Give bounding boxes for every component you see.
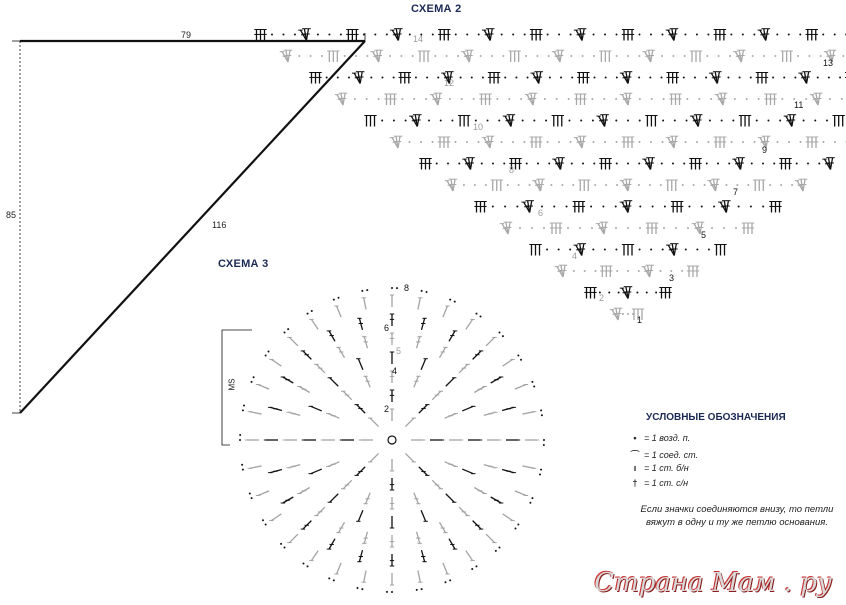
scheme3-stitch [354, 405, 365, 413]
scheme3-stitch [287, 534, 298, 542]
scheme3-stitch [356, 510, 363, 521]
scheme3-stitch [356, 587, 363, 590]
scheme3-stitch [514, 523, 519, 529]
scheme3-stitch [301, 351, 312, 359]
scheme3-stitch [390, 314, 394, 326]
scheme2-fan [584, 288, 596, 299]
scheme2-fan [620, 201, 632, 213]
scheme3-stitch [459, 507, 470, 515]
scheme3-stitch [390, 554, 394, 566]
scheme3-stitch [539, 469, 542, 476]
scheme3-stitch [540, 409, 543, 416]
scheme2-fan [622, 137, 634, 148]
scheme3-stitch [543, 439, 545, 446]
scheme2-fan [732, 158, 744, 170]
scheme2-fan [739, 116, 751, 127]
repeat-bracket [222, 330, 252, 445]
scheme3-stitch [363, 493, 370, 504]
scheme3-stitch [242, 404, 245, 411]
scheme3-stitch [326, 414, 339, 419]
legend-item-dc [630, 478, 688, 488]
scheme3-stitch [421, 290, 428, 293]
scheme3-stitch [280, 543, 285, 549]
scheme2-fan [479, 94, 491, 105]
scheme2-fan [718, 201, 730, 213]
scheme3-stitch [363, 376, 370, 387]
scheme3-stitch [309, 551, 318, 561]
scheme2-fan [620, 93, 632, 105]
scheme3-stitch [239, 434, 241, 441]
scheme3-stitch [416, 532, 422, 544]
scheme3-stitch [390, 352, 394, 364]
scheme3-stitch [368, 453, 379, 461]
scheme3-stitch [486, 337, 497, 345]
scheme3-center-ring [388, 436, 396, 444]
scheme2-fan [482, 136, 494, 148]
scheme3-stitch [515, 385, 528, 390]
scheme3-stitch [418, 298, 423, 310]
scheme3-stitch [529, 497, 533, 504]
scheme2-fan [503, 115, 515, 127]
scheme3-stitch [341, 391, 352, 399]
scheme2-row-10: 10 [473, 122, 484, 132]
scheme3-stitch [414, 376, 421, 387]
scheme2-fan [438, 137, 450, 148]
legend-item-sc [630, 463, 689, 473]
scheme2-fan [642, 50, 654, 62]
scheme2-chart [254, 29, 846, 320]
scheme2-row-6: 6 [538, 208, 544, 218]
scheme3-stitch [466, 551, 475, 561]
scheme2-fan [461, 50, 473, 62]
scheme3-stitch [248, 466, 262, 468]
scheme2-fan [254, 30, 266, 41]
scheme3-stitch [449, 331, 457, 341]
scheme2-row-12: 12 [444, 78, 455, 88]
scheme2-fan [280, 50, 292, 62]
scheme3-stitch [471, 565, 477, 570]
scheme2-fan [666, 29, 678, 41]
scheme3-stitch [491, 377, 504, 383]
scheme3-stitch [248, 412, 262, 414]
scheme3-stitch [502, 407, 516, 410]
scheme2-fan [756, 73, 768, 84]
scheme2-fan [810, 93, 822, 105]
scheme3-stitch [390, 497, 394, 509]
scheme2-fan [620, 179, 632, 191]
scheme2-fan [390, 136, 402, 148]
legend-item-text: = 1 ст. б/н [644, 463, 689, 473]
scheme2-fan [474, 202, 486, 213]
scheme3-stitch [390, 478, 394, 490]
legend-note: Если значки соединяются внизу, то петли вяжут в одну и ту же петлю основания. [640, 504, 834, 528]
scheme2-fan [525, 93, 537, 105]
scheme3-row-2: 2 [384, 404, 390, 414]
scheme3-stitch [390, 390, 394, 402]
scheme3-stitch [466, 319, 475, 329]
scheme3-stitch [362, 298, 367, 310]
scheme2-row-5: 5 [701, 230, 707, 240]
scheme2-fan [430, 93, 442, 105]
scheme3-stitch [286, 465, 300, 468]
scheme2-fan [500, 222, 512, 234]
scheme2-fan [690, 115, 702, 127]
scheme3-stitch [390, 459, 394, 471]
scheme2-fan [733, 50, 745, 62]
scheme2-fan [690, 51, 702, 62]
scheme2-fan [709, 72, 721, 84]
scheme3-stitch [269, 359, 281, 366]
scheme3-stitch [405, 418, 416, 426]
scheme3-stitch [362, 337, 368, 349]
scheme3-stitch [486, 534, 497, 542]
scheme3-stitch [432, 480, 443, 488]
scheme2-fan [666, 73, 678, 84]
scheme3-stitch [440, 522, 448, 532]
legend-item-text: = 1 ст. с/н [644, 478, 689, 488]
scheme2-fan [335, 93, 347, 105]
scheme3-stitch [357, 550, 363, 562]
scheme3-stitch [414, 493, 421, 504]
scheme2-fan [458, 116, 470, 127]
scheme2-fan [671, 202, 683, 213]
slip-stitch-icon: ⌒ [630, 450, 640, 460]
scheme2-fan [599, 51, 611, 62]
scheme2-row-3: 3 [669, 273, 675, 283]
scheme3-stitch [301, 521, 312, 529]
legend-item-slip [630, 448, 698, 461]
scheme2-fan [574, 94, 586, 105]
scheme3-stitch [443, 306, 450, 317]
scheme3-stitch [356, 359, 363, 370]
scheme3-stitch [308, 406, 321, 411]
scheme2-fan [370, 50, 382, 62]
scheme3-row-4: 4 [392, 366, 398, 376]
scheme2-fan [784, 115, 796, 127]
scheme2-row-7: 7 [733, 187, 739, 197]
scheme3-stitch [503, 359, 515, 366]
scheme3-stitch [307, 310, 313, 315]
scheme3-stitch [449, 299, 456, 303]
scheme3-stitch [314, 364, 325, 372]
scheme3-stitch [249, 492, 253, 499]
scheme2-fan [779, 159, 791, 170]
scheme3-stitch [328, 494, 339, 502]
scheme3-stitch [498, 332, 503, 338]
scheme2-fan [419, 159, 431, 170]
scheme2-fan [780, 51, 792, 62]
scheme2-fan [666, 136, 678, 148]
scheme3-stitch [502, 470, 516, 473]
scheme3-stitch [432, 391, 443, 399]
scheme2-fan [622, 245, 634, 256]
scheme3-stitch [287, 337, 298, 345]
scheme3-stitch [341, 480, 352, 488]
scheme2-fan [438, 30, 450, 41]
scheme3-stitch [473, 351, 484, 359]
repeat-label: MS [227, 378, 237, 391]
scheme2-title: СХЕМА 2 [411, 3, 462, 15]
scheme3-stitch [446, 494, 457, 502]
scheme3-stitch [314, 507, 325, 515]
single-crochet-icon: ı [633, 463, 637, 473]
scheme2-fan [764, 94, 776, 105]
scheme2-fan [645, 116, 657, 127]
scheme2-fan [532, 179, 544, 191]
scheme2-fan [578, 180, 590, 191]
legend-title: УСЛОВНЫЕ ОБОЗНАЧЕНИЯ [646, 412, 786, 423]
scheme2-row-1: 1 [637, 315, 643, 325]
scheme3-row-6: 6 [384, 323, 390, 333]
scheme2-fan [529, 245, 541, 256]
scheme2-fan [462, 158, 474, 170]
scheme3-stitch [421, 550, 427, 562]
scheme3-stitch [459, 364, 470, 372]
scheme2-fan [659, 288, 671, 299]
scheme3-stitch [390, 295, 394, 307]
scheme2-fan [574, 136, 586, 148]
scheme3-stitch [522, 466, 536, 468]
scheme3-stitch [286, 412, 300, 415]
scheme2-fan [622, 30, 634, 41]
scheme3-stitch [484, 412, 498, 415]
scheme2-fan [687, 266, 699, 277]
scheme2-fan [573, 202, 585, 213]
scheme3-stitch [281, 377, 294, 383]
scheme3-stitch [421, 510, 428, 521]
scheme3-stitch [391, 287, 398, 289]
scheme3-stitch [302, 562, 308, 567]
scheme2-fan [714, 137, 726, 148]
scheme2-fan [769, 202, 781, 213]
scheme2-fan [715, 93, 727, 105]
scheme2-fan [521, 201, 533, 213]
scheme2-row-4: 4 [572, 251, 578, 261]
scheme2-fan [488, 73, 500, 84]
scheme3-stitch [473, 521, 484, 529]
scheme3-stitch [491, 497, 504, 503]
scheme2-fan [707, 179, 719, 191]
scheme3-stitch [462, 406, 475, 411]
scheme3-stitch [531, 381, 535, 388]
scheme3-stitch [462, 469, 475, 474]
scheme2-row-8: 8 [509, 165, 515, 175]
scheme2-row-9: 9 [762, 145, 768, 155]
scheme3-stitch [390, 516, 394, 528]
scheme3-stitch [449, 539, 457, 549]
scheme3-stitch [284, 328, 290, 333]
scheme3-stitch [416, 588, 423, 591]
scheme3-stitch [495, 546, 501, 551]
site-watermark: Страна Мам . ру [594, 568, 832, 598]
scheme3-stitch [327, 539, 335, 549]
scheme2-fan [620, 72, 632, 84]
scheme2-row-13: 13 [823, 58, 834, 68]
scheme3-stitch [308, 469, 321, 474]
hypotenuse-dimension: 116 [212, 220, 227, 230]
scheme3-stitch [368, 418, 379, 426]
scheme2-fan [399, 73, 411, 84]
scheme3-stitch [265, 350, 270, 356]
scheme2-fan [445, 179, 457, 191]
scheme2-fan [620, 287, 632, 299]
scheme3-stitch [333, 297, 340, 301]
scheme2-fan [646, 223, 658, 234]
scheme2-fan [806, 30, 818, 41]
scheme2-fan [642, 158, 654, 170]
double-crochet-icon: † [632, 478, 638, 488]
scheme3-stitch [328, 577, 335, 581]
scheme3-stitch [390, 535, 394, 547]
scheme3-stitch [484, 465, 498, 468]
scheme2-fan [822, 158, 834, 170]
scheme2-row-11: 11 [794, 100, 804, 110]
scheme2-fan [409, 115, 421, 127]
scheme3-stitch [297, 387, 310, 393]
scheme2-fan [530, 137, 542, 148]
scheme2-fan [552, 116, 564, 127]
scheme3-stitch [503, 514, 515, 521]
scheme2-fan [384, 94, 396, 105]
top-dimension: 79 [181, 30, 192, 40]
scheme3-stitch [251, 376, 255, 383]
scheme3-stitch [474, 488, 487, 494]
scheme3-stitch [419, 467, 430, 475]
scheme2-fan [418, 51, 430, 62]
scheme2-row-14: 14 [413, 34, 424, 44]
scheme3-stitch [281, 497, 294, 503]
shawl-outline [12, 33, 365, 413]
scheme2-fan [491, 180, 503, 191]
scheme2-fan [832, 116, 844, 127]
scheme2-fan [795, 179, 807, 191]
scheme3-stitch [515, 491, 528, 496]
scheme3-stitch [445, 414, 458, 419]
scheme2-fan [666, 244, 678, 256]
scheme2-fan [298, 29, 310, 41]
scheme3-stitch [327, 331, 335, 341]
scheme3-stitch [362, 570, 367, 582]
scheme3-stitch [405, 453, 416, 461]
scheme3-stitch [354, 467, 365, 475]
scheme3-stitch [336, 522, 344, 532]
scheme3-stitch [475, 313, 481, 318]
scheme3-stitch [390, 409, 394, 421]
scheme3-stitch [336, 347, 344, 357]
scheme3-stitch [517, 355, 522, 361]
scheme3-stitch [444, 579, 451, 583]
scheme2-fan [550, 223, 562, 234]
scheme2-fan [798, 72, 810, 84]
scheme3-stitch [269, 514, 281, 521]
legend-item-text: = 1 возд. п. [644, 433, 691, 443]
scheme3-stitch [309, 319, 318, 329]
scheme2-fan [352, 72, 364, 84]
scheme2-fan [689, 159, 701, 170]
scheme3-stitch [421, 359, 428, 370]
scheme3-stitch [418, 570, 423, 582]
scheme3-stitch [421, 318, 427, 330]
scheme3-stitch [268, 470, 282, 473]
scheme3-stitch [334, 563, 341, 574]
scheme2-fan [574, 29, 586, 41]
scheme2-row-2: 2 [599, 293, 605, 303]
scheme3-row-8: 8 [404, 283, 410, 293]
scheme3-stitch [334, 306, 341, 317]
legend-item-chain [630, 433, 690, 443]
scheme3-stitch [241, 464, 244, 471]
scheme3-stitch [326, 462, 339, 467]
scheme3-row-5: 5 [396, 346, 402, 356]
scheme3-stitch [297, 488, 310, 494]
left-dimension: 85 [6, 210, 17, 220]
scheme2-fan [599, 159, 611, 170]
scheme3-stitch [390, 573, 394, 585]
scheme3-stitch [386, 591, 393, 593]
scheme2-fan [577, 73, 589, 84]
scheme2-fan [742, 223, 754, 234]
scheme2-fan [641, 265, 653, 277]
scheme3-stitch [419, 405, 430, 413]
scheme2-fan [531, 72, 543, 84]
scheme2-fan [346, 30, 358, 41]
scheme2-fan [753, 180, 765, 191]
scheme2-fan [596, 115, 608, 127]
scheme3-stitch [522, 412, 536, 414]
scheme2-fan [806, 137, 818, 148]
scheme3-stitch [445, 462, 458, 467]
scheme2-fan [309, 73, 321, 84]
scheme3-stitch [390, 333, 394, 345]
scheme2-fan [600, 266, 612, 277]
scheme2-fan [482, 29, 494, 41]
scheme3-stitch [328, 378, 339, 386]
scheme3-stitch [416, 337, 422, 349]
legend-item-text: = 1 соед. ст. [644, 449, 699, 460]
scheme3-stitch [446, 378, 457, 386]
scheme3-stitch [440, 347, 448, 357]
scheme2-fan [390, 29, 402, 41]
scheme3-stitch [357, 318, 363, 330]
scheme3-stitch [262, 519, 267, 525]
scheme2-fan [552, 50, 564, 62]
scheme2-fan [758, 29, 770, 41]
scheme3-title: СХЕМА 3 [218, 258, 269, 270]
scheme3-stitch [256, 491, 269, 496]
scheme2-fan [530, 30, 542, 41]
scheme3-stitch [256, 385, 269, 390]
scheme2-fan [666, 180, 678, 191]
scheme2-fan [327, 51, 339, 62]
scheme2-fan [508, 51, 520, 62]
scheme3-stitch [443, 563, 450, 574]
scheme3-stitch [268, 407, 282, 410]
scheme2-fan [610, 308, 622, 320]
scheme2-fan [714, 30, 726, 41]
chain-stitch-icon: • [633, 433, 637, 443]
scheme3-stitch [474, 387, 487, 393]
scheme2-fan [596, 222, 608, 234]
scheme2-fan [555, 265, 567, 277]
scheme2-fan [552, 158, 564, 170]
scheme3-stitch [361, 289, 368, 292]
scheme2-fan [364, 116, 376, 127]
scheme2-fan [669, 94, 681, 105]
scheme3-stitch [362, 532, 368, 544]
scheme2-fan [714, 245, 726, 256]
